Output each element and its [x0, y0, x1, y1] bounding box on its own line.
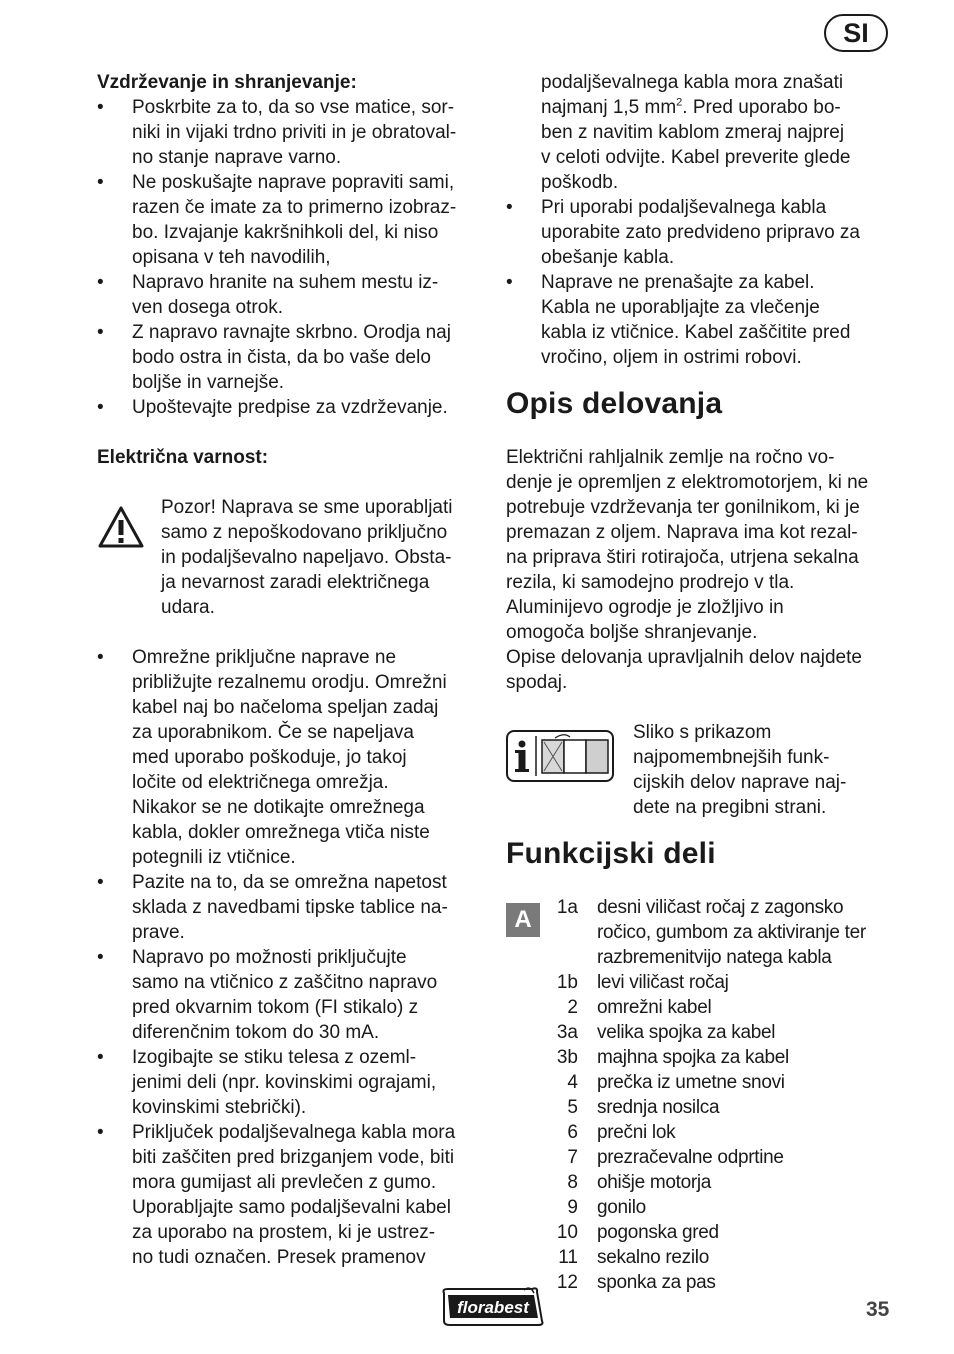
list-item: • Pri uporabi podaljševalnega kabla uporabite zato predvideno pripravo za obešanje kabla.	[506, 195, 896, 270]
list-item: • Upoštevajte predpise za vzdrževanje.	[97, 395, 487, 420]
list-item: 11 sekalno rezilo	[558, 1247, 709, 1268]
warning-text: Pozor! Naprava se sme uporabljati samo z nepoškodovano priključno in podaljševalno napeljavo. Obsta- ja nevarnost zaradi električnega udara.	[161, 497, 453, 618]
list-item: • Poskrbite za to, da so vse matice, sor- niki in vijaki trdno priviti in je obratoval- no stanje naprave varno.	[97, 95, 487, 170]
continued-text: podaljševalnega kabla mora znašati najmanj 1,5 $mm^2$. Pred uporabo bo- ben z navitim kablom zmeraj najprej v celoti odvijte. Kabel preverite glede poškodb.	[541, 72, 851, 193]
list-item: 3a velika spojka za kabel	[556, 1022, 776, 1043]
list-item: • Napravo po možnosti priključujte samo na vtičnico z zaščitno napravo pred okvarnim tokom (FI stikalo) z diferenčnim tokom do 30 mA.	[97, 945, 487, 1045]
florabest-logo	[438, 1287, 548, 1327]
list-item: 9 gonilo	[567, 1197, 646, 1218]
list-item: • Napravo hranite na suhem mestu iz- ven dosega otrok.	[97, 270, 487, 320]
list-item: 12 sponka za pas	[556, 1272, 716, 1293]
list-item: 7 prezračevalne odprtine	[567, 1147, 784, 1168]
list-item: • Z napravo ravnajte skrbno. Orodja naj bodo ostra in čista, da bo vaše delo boljše in varnejše.	[97, 320, 487, 395]
list-item: • Priključek podaljševalnega kabla mora biti zaščiten pred brizganjem vode, biti mora gumijast ali prevlečen z gumo. Uporabljajte samo podaljševalni kabel za uporabo na prostem, ki je ustrez- no tudi označen. Presek pramenov	[97, 1120, 487, 1270]
page-number: 35	[866, 1298, 890, 1321]
info-text: Sliko s prikazom najpomembnejših funk- cijskih delov naprave naj- dete na pregibni strani.	[633, 722, 847, 818]
warning-triangle-icon	[97, 505, 145, 549]
cable-list	[506, 195, 896, 370]
list-item: 6 prečni lok	[567, 1122, 676, 1143]
list-item: 1b levi viličast ročaj	[556, 972, 729, 993]
list-item: 8 ohišje motorja	[567, 1172, 712, 1193]
list-item: • Omrežne priključne naprave ne približujte rezalnemu orodju. Omrežni kabel naj bo načeloma speljan zadaj za uporabnikom. Če se napeljava med uporabo poškoduje, jo takoj ločite od električnega omrežja. Nikakor se ne dotikajte omrežnega kabla, dokler omrežnega vtiča niste potegnili iz vtičnice.	[97, 645, 487, 870]
list-item: • Izogibajte se stiku telesa z ozeml- jenimi deli (npr. kovinskimi ograjami, kovinskimi stebrički).	[97, 1045, 487, 1120]
list-item: 5 srednja nosilca	[567, 1097, 720, 1118]
list-item: • Ne poskušajte naprave popraviti sami, razen če imate za to primerno izobraz- bo. Izvajanje kakršnihkoli del, ki niso opisana v teh navodilih,	[97, 170, 487, 270]
parts-heading: Funkcijski deli	[506, 837, 716, 870]
maintenance-list	[97, 95, 487, 420]
list-item: 2 omrežni kabel	[567, 997, 712, 1018]
warning-block	[97, 495, 487, 620]
list-item: • Pazite na to, da se omrežna napetost sklada z navedbami tipske tablice na- prave.	[97, 870, 487, 945]
parts-list	[506, 895, 906, 1295]
figure-a-label: A	[506, 903, 540, 937]
list-item: 4 prečka iz umetne snovi	[567, 1072, 785, 1093]
list-item: 10 pogonska gred	[556, 1222, 719, 1243]
list-item: • Naprave ne prenašajte za kabel. Kabla ne uporabljajte za vlečenje kabla iz vtičnice. Kabel zaščitite pred vročino, oljem in ostrimi robovi.	[506, 270, 896, 370]
svg-text:florabest: florabest	[457, 1298, 529, 1317]
electrical-list	[97, 645, 487, 1270]
electrical-safety-heading: Električna varnost:	[97, 447, 269, 468]
list-item: 3b majhna spojka za kabel	[556, 1047, 789, 1068]
maintenance-heading: Vzdrževanje in shranjevanje:	[97, 72, 357, 93]
list-item: 1a desni viličast ročaj z zagonsko ročico, gumbom za aktiviranje ter razbremenitvijo nategа kabla	[556, 897, 866, 968]
opis-heading: Opis delovanja	[506, 387, 723, 420]
info-block	[506, 720, 901, 820]
foldout-info-icon	[506, 730, 614, 782]
language-badge: SI	[824, 14, 888, 52]
opis-paragraph: Električni rahljalnik zemlje na ročno vo- denje je opremljen z elektromotorjem, ki ne potrebuje vzdrževanja ter gonilnikom, ki je premazan z oljem. Naprava ima kot rezal- na priprava štiri rotirajoča, utrjena sekalna rezila, ki samodejno prodrejo v tla. Aluminijevo ogrodje je zložljivo in omogoča boljše shranjevanje. Opise delovanja upravljalnih delov najdete spodaj.	[506, 447, 869, 693]
